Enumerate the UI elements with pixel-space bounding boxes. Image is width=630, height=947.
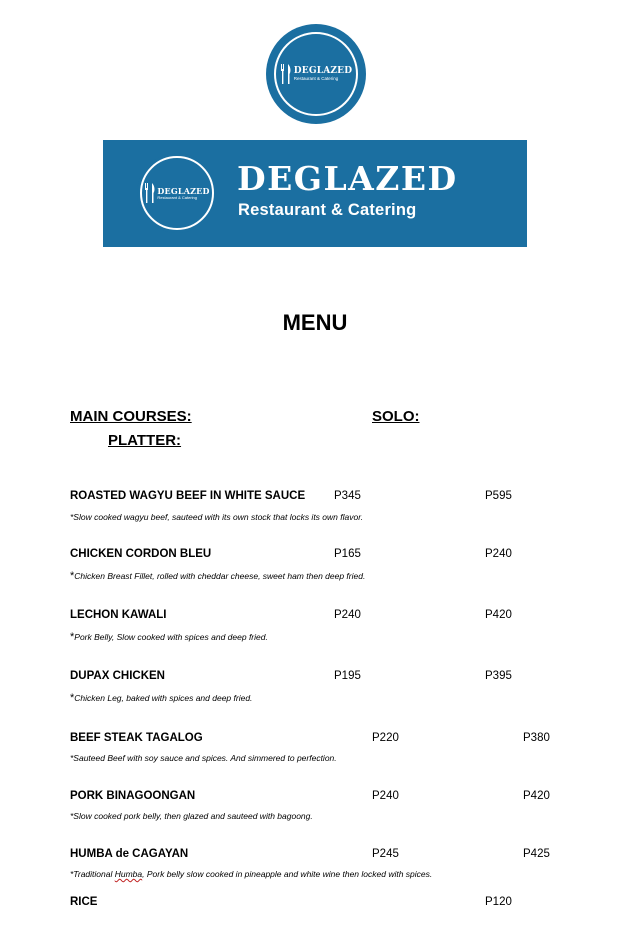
solo-price: P240 [372,790,399,802]
menu-item-desc [70,570,365,582]
banner-subtitle: Restaurant & Catering [238,201,417,219]
menu-item-name: DUPAX CHICKEN [70,670,165,682]
menu-item-desc: *Slow cooked pork belly, then glazed and sauteed with bagoong. [70,811,313,821]
logo-name: DEGLAZED [293,65,353,76]
platter-price: P425 [523,848,550,860]
menu-item-name: CHICKEN CORDON BLEU [70,548,212,560]
menu-item-name: ROASTED WAGYU BEEF IN WHITE SAUCE [70,490,306,502]
banner-logo-text [157,187,209,200]
platter-price: P120 [485,896,512,908]
platter-price: P595 [485,490,512,502]
platter-price: P380 [523,732,550,744]
banner-logo-ring [140,156,214,230]
solo-price: P220 [372,732,399,744]
banner-logo [137,153,217,233]
desc-text: Chicken Leg, baked with spices and deep fried. [74,693,253,703]
menu-item-desc [70,692,252,704]
desc-star: * [70,692,75,704]
brand-banner [103,140,527,247]
menu-heading: MENU [282,310,348,335]
platter-price: P395 [485,670,512,682]
fork-knife-icon [280,63,292,85]
platter-price: P240 [485,548,512,560]
solo-price: P345 [334,490,361,502]
col-solo: SOLO: [372,408,420,425]
menu-item-name: PORK BINAGOONGAN [70,790,196,802]
fork-knife-icon [144,182,156,204]
banner-logo-tagline: Restaurant & Catering [157,194,197,200]
menu-item-desc [70,631,268,643]
menu-item-name: HUMBA de CAGAYAN [70,848,189,860]
logo-ring [274,32,358,116]
menu-item-desc: *Sauteed Beef with soy sauce and spices. And simmered to perfection. [70,753,337,763]
banner-title: DEGLAZED [237,159,458,198]
desc-text: Pork Belly, Slow cooked with spices and deep fried. [74,632,268,642]
desc-star: * [70,631,75,643]
menu-item-desc: *Slow cooked wagyu beef, sauteed with its own stock that locks its own flavor. [70,512,364,522]
desc-text: *Traditional [70,869,115,879]
desc-text: Chicken Breast Fillet, rolled with cheddar cheese, sweet ham then deep fried. [74,571,366,581]
logo [266,24,366,124]
solo-price: P165 [334,548,361,560]
platter-price: P420 [523,790,550,802]
menu-item-name: RICE [70,896,98,908]
col-main-courses: MAIN COURSES: [70,408,192,425]
solo-price: P240 [334,609,361,621]
desc-text: , Pork belly slow cooked in pineapple and white wine then locked with spices. [142,869,433,879]
solo-price: P195 [334,670,361,682]
desc-text-misspelled: Humba [114,869,143,879]
banner-logo-name: DEGLAZED [157,185,210,196]
menu-item-name: LECHON KAWALI [70,609,167,621]
logo-text [294,67,353,82]
col-platter: PLATTER: [108,432,182,449]
platter-price: P420 [485,609,512,621]
menu-item-desc [70,869,432,879]
menu-item-name: BEEF STEAK TAGALOG [70,732,203,744]
solo-price: P245 [372,848,399,860]
desc-star: * [70,570,75,582]
logo-tagline: Restaurant & Catering [293,75,339,81]
